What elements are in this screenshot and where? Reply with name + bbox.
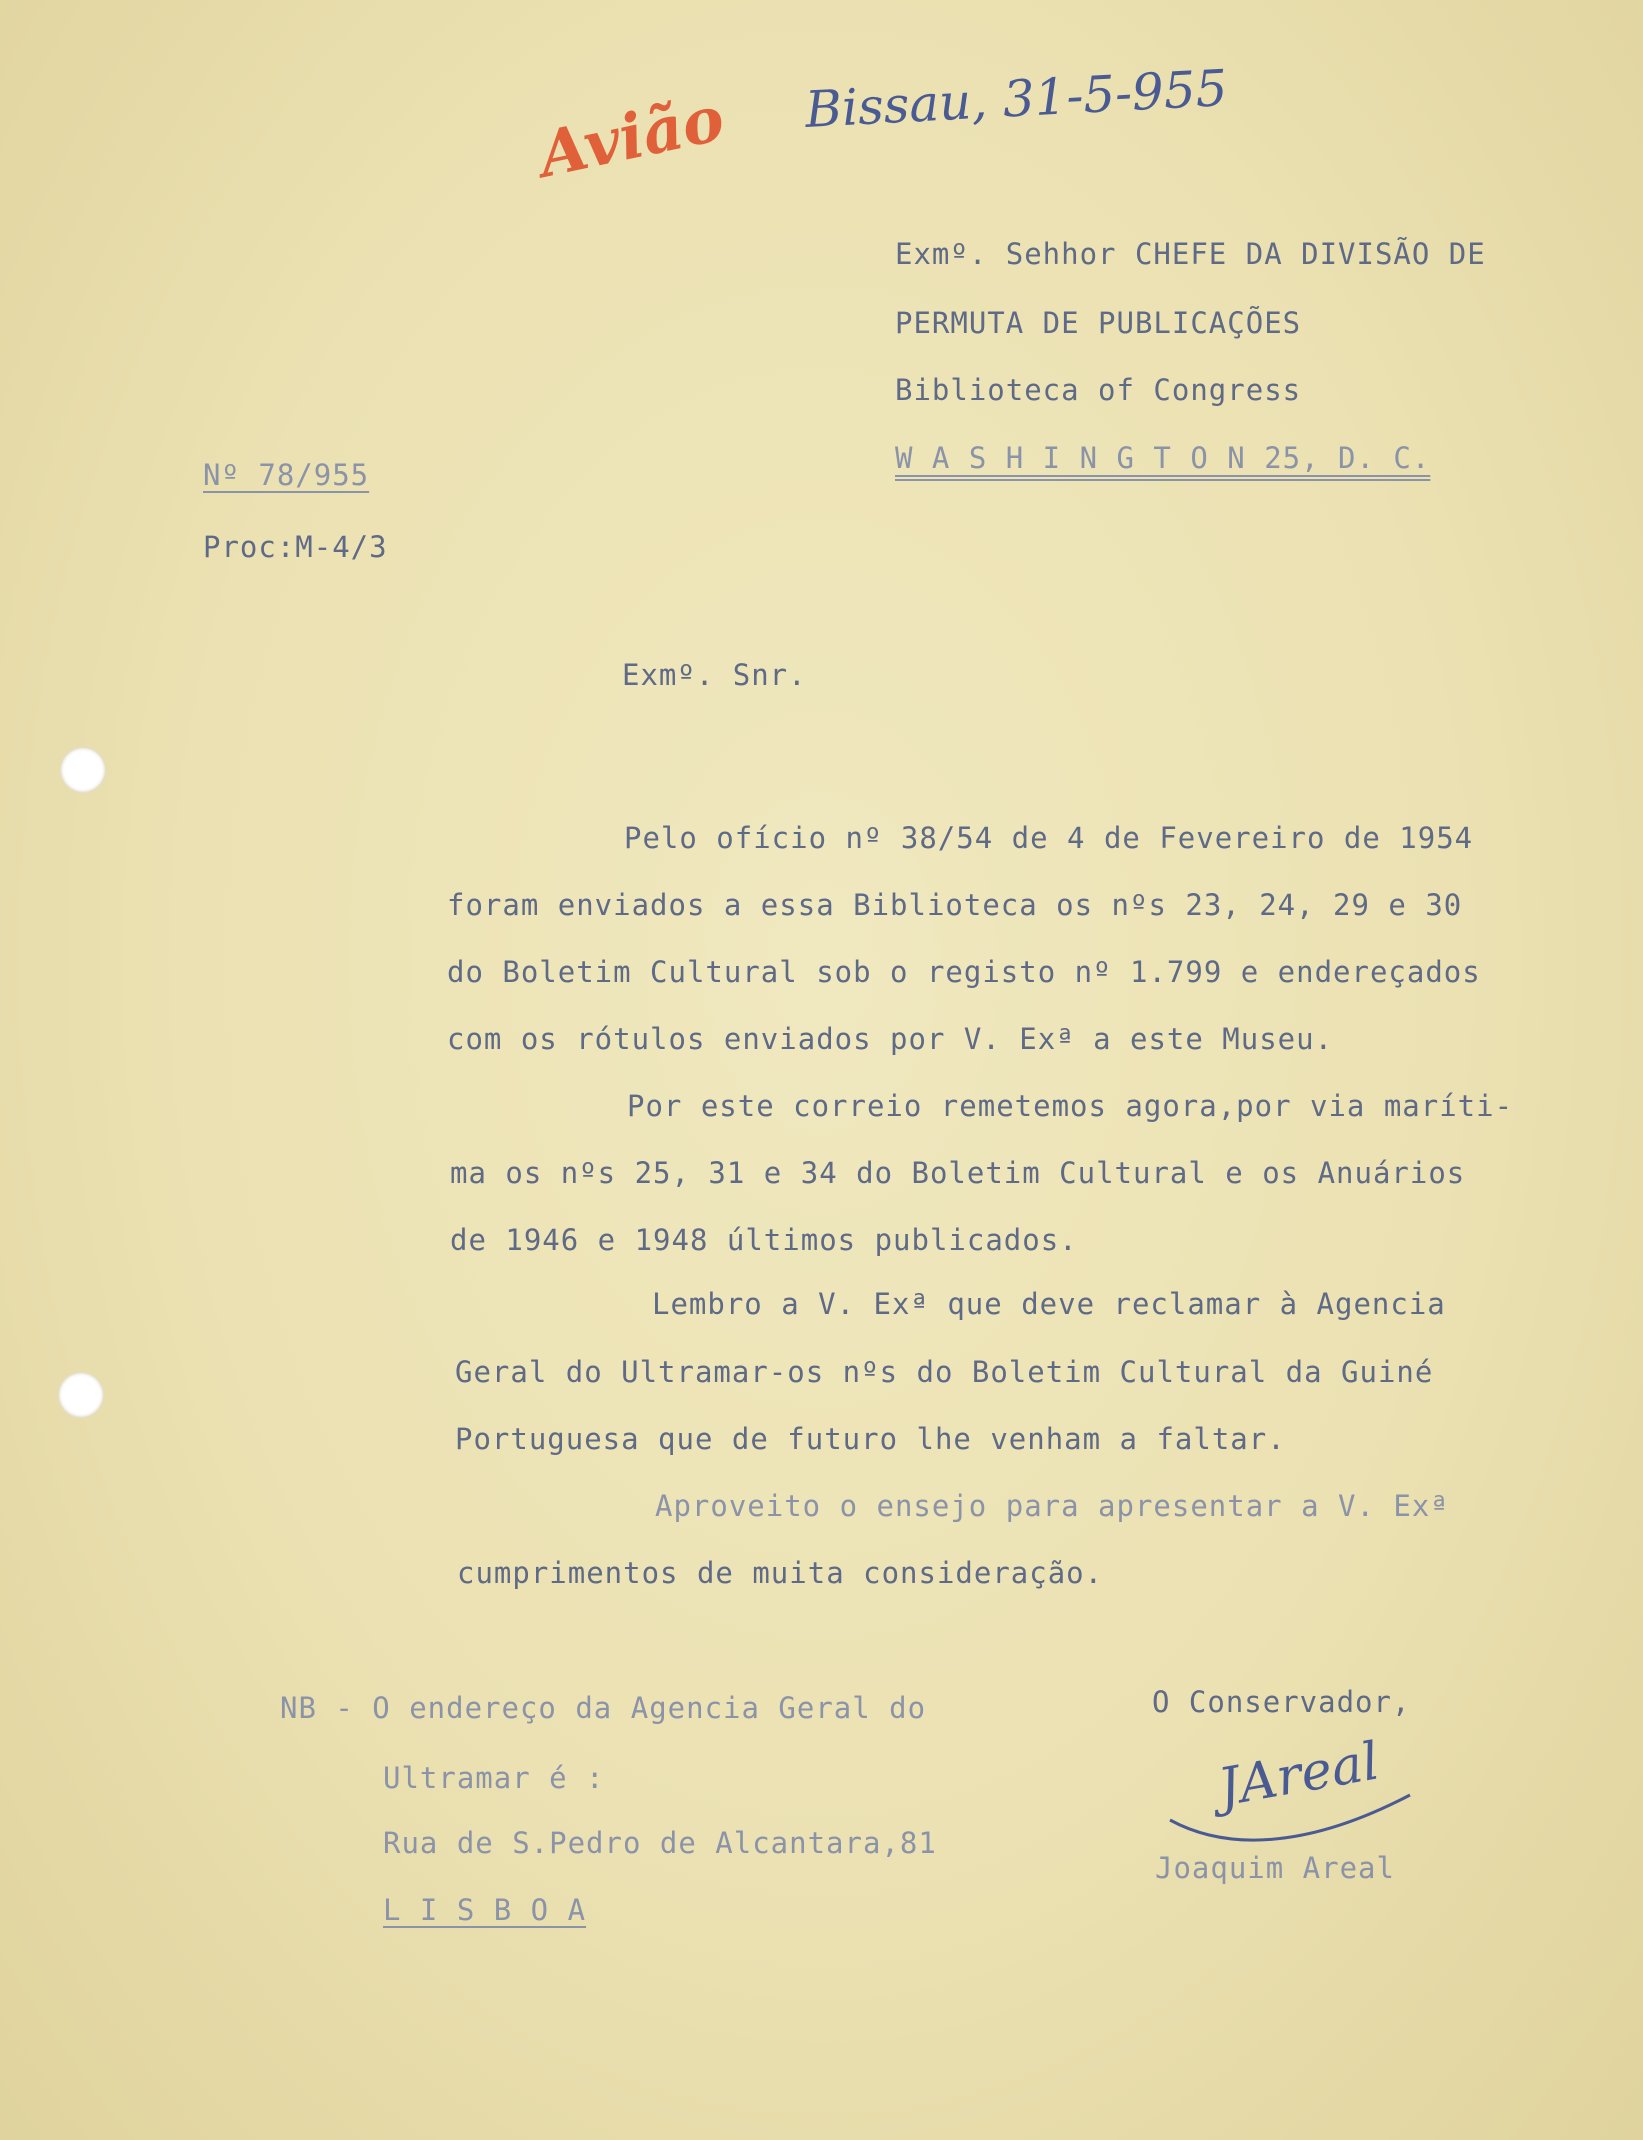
signature-title: O Conservador, [1152,1685,1411,1719]
body-line: Por este correio remetemos agora,por via maríti- [627,1089,1514,1123]
recipient-city: W A S H I N G T O N 25, D. C. [895,441,1431,475]
recipient-line-2: PERMUTA DE PUBLICAÇÕES [895,306,1302,340]
signer-name: Joaquim Areal [1155,1851,1395,1885]
body-line: de 1946 e 1948 últimos publicados. [450,1223,1078,1257]
nb-line-3: Rua de S.Pedro de Alcantara,81 [383,1826,937,1860]
letter-number: Nº 78/955 [203,458,370,492]
body-line: foram enviados a essa Biblioteca os nºs 23, 24, 29 e 30 [447,888,1463,922]
place-date: Bissau, 31-5-955 [803,58,1229,140]
body-line: Lembro a V. Exª que deve reclamar à Agencia [652,1287,1446,1321]
airmail-annotation: Avião [532,81,731,192]
body-line: com os rótulos enviados por V. Exª a este Museu. [447,1022,1334,1056]
nb-line-1: NB - O endereço da Agencia Geral do [280,1691,927,1725]
body-line: Aproveito o ensejo para apresentar a V. Exª [655,1489,1449,1523]
nb-city: L I S B O A [383,1893,587,1927]
nb-line-2: Ultramar é : [383,1761,605,1795]
process-reference: Proc:M-4/3 [203,530,388,564]
body-line: Geral do Ultramar-os nºs do Boletim Cultural da Guiné [455,1355,1434,1389]
body-line: cumprimentos de muita consideração. [457,1556,1104,1590]
body-line: ma os nºs 25, 31 e 34 do Boletim Cultural e os Anuários [450,1156,1466,1190]
punch-hole-top [60,747,106,793]
handwritten-signature: JAreal [1214,1731,1384,1819]
body-line: do Boletim Cultural sob o registo nº 1.799 e endereçados [447,955,1481,989]
body-line: Pelo ofício nº 38/54 de 4 de Fevereiro de 1954 [624,821,1474,855]
body-line: Portuguesa que de futuro lhe venham a faltar. [455,1422,1286,1456]
recipient-line-3: Biblioteca of Congress [895,373,1302,407]
recipient-line-1: Exmº. Sehhor CHEFE DA DIVISÃO DE [895,237,1486,271]
salutation: Exmº. Snr. [622,658,807,692]
punch-hole-bottom [58,1372,104,1418]
